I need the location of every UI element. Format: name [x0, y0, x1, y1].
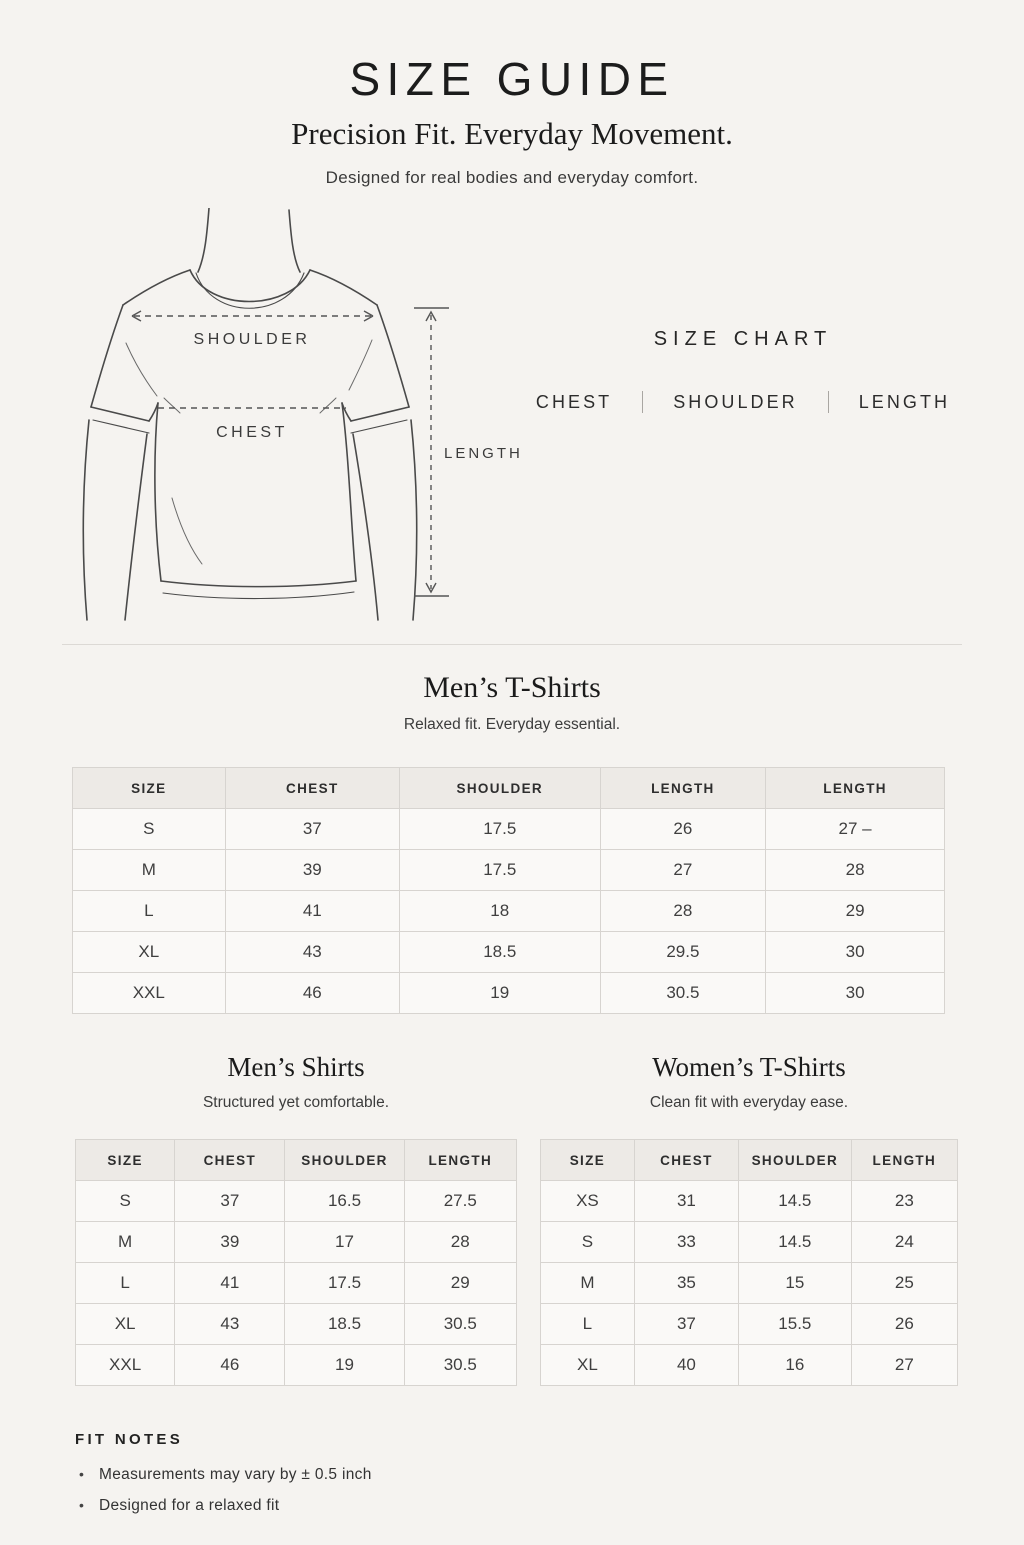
tshirt-illustration: [0, 208, 532, 628]
measurement-cell: 37: [634, 1304, 738, 1345]
table-row: [73, 809, 945, 850]
table-header-row: [73, 768, 945, 809]
size-cell: S: [73, 809, 226, 850]
fit-notes-section: [75, 1431, 964, 1545]
measurement-cell: 28: [766, 850, 945, 891]
column-header: SHOULDER: [399, 768, 600, 809]
fit-notes-list: [75, 1466, 964, 1515]
measurement-cell: 19: [285, 1345, 404, 1386]
measurement-cell: 27: [600, 850, 766, 891]
page-header: [0, 53, 1024, 188]
measurement-cell: 15.5: [739, 1304, 852, 1345]
page-subtitle: Precision Fit. Everyday Movement.: [291, 116, 733, 151]
mens-tshirts-header: [0, 671, 1024, 734]
measurement-cell: 30.5: [404, 1345, 516, 1386]
table-row: [76, 1263, 517, 1304]
table-row: [541, 1222, 958, 1263]
measurement-cell: 37: [225, 809, 399, 850]
mens-shirts-subheading: Structured yet comfortable.: [202, 1094, 390, 1112]
mens-tshirts-subheading: Relaxed fit. Everyday essential.: [403, 716, 621, 734]
womens-tshirts-column: [540, 1052, 958, 1386]
tshirt-line-drawing: [60, 208, 530, 623]
womens-tshirts-table: [540, 1139, 958, 1386]
page-title: SIZE GUIDE: [349, 53, 675, 105]
mens-tshirts-table: [72, 767, 945, 1014]
column-header: SIZE: [73, 768, 226, 809]
size-cell: XL: [73, 932, 226, 973]
mens-tshirts-section: [0, 671, 1024, 1014]
bottom-tables-section: [75, 1052, 958, 1386]
fit-note-item: • Measurements may vary by ± 0.5 inch: [75, 1466, 964, 1484]
womens-tshirts-heading: Women’s T-Shirts: [652, 1052, 846, 1083]
table-row: [541, 1263, 958, 1304]
size-cell: S: [541, 1222, 635, 1263]
measurement-cell: 17.5: [399, 850, 600, 891]
measurement-cell: 18: [399, 891, 600, 932]
size-cell: XXL: [76, 1345, 175, 1386]
fabric-fold-lines: [126, 340, 372, 564]
column-header: LENGTH: [600, 768, 766, 809]
table-row: [76, 1345, 517, 1386]
column-header: SHOULDER: [285, 1140, 404, 1181]
column-header: SIZE: [76, 1140, 175, 1181]
measurement-cell: 39: [175, 1222, 285, 1263]
measurement-cell: 30.5: [404, 1304, 516, 1345]
measurement-cell: 30: [766, 973, 945, 1014]
chest-label: CHEST: [216, 424, 288, 442]
section-divider: [62, 644, 962, 645]
measurement-cell: 33: [634, 1222, 738, 1263]
column-header: LENGTH: [766, 768, 945, 809]
table-row: [73, 932, 945, 973]
measurement-cell: 27.5: [404, 1181, 516, 1222]
mens-shirts-heading: Men’s Shirts: [227, 1052, 365, 1083]
mens-shirts-column: [75, 1052, 517, 1386]
table-row: [541, 1181, 958, 1222]
legend-divider: [828, 391, 829, 413]
legend-item-shoulder: SHOULDER: [673, 391, 798, 412]
column-header: CHEST: [225, 768, 399, 809]
measurement-cell: 15: [739, 1263, 852, 1304]
measurement-cell: 16.5: [285, 1181, 404, 1222]
size-cell: M: [541, 1263, 635, 1304]
measurement-cell: 29.5: [600, 932, 766, 973]
measurement-cell: 18.5: [399, 932, 600, 973]
measurement-cell: 26: [600, 809, 766, 850]
column-header: SIZE: [541, 1140, 635, 1181]
fit-notes-heading: FIT NOTES: [75, 1431, 184, 1449]
table-header-row: [76, 1140, 517, 1181]
measurement-cell: 17: [285, 1222, 404, 1263]
column-header: CHEST: [175, 1140, 285, 1181]
measurement-cell: 24: [851, 1222, 957, 1263]
size-cell: M: [73, 850, 226, 891]
measurement-cell: 43: [175, 1304, 285, 1345]
measurement-cell: 19: [399, 973, 600, 1014]
measurement-cell: 18.5: [285, 1304, 404, 1345]
size-chart-title: SIZE CHART: [653, 328, 833, 351]
table-row: [73, 850, 945, 891]
legend-item-chest: CHEST: [535, 391, 613, 412]
table-row: [541, 1345, 958, 1386]
measurement-cell: 25: [851, 1263, 957, 1304]
size-chart-block: [532, 208, 1024, 628]
measurement-cell: 31: [634, 1181, 738, 1222]
shirt-outline: [83, 208, 416, 620]
size-cell: L: [541, 1304, 635, 1345]
measurement-cell: 35: [634, 1263, 738, 1304]
table-row: [73, 891, 945, 932]
measurement-cell: 17.5: [285, 1263, 404, 1304]
measurement-cell: 37: [175, 1181, 285, 1222]
measurement-cell: 46: [225, 973, 399, 1014]
mens-shirts-header: [75, 1052, 517, 1112]
size-cell: XL: [541, 1345, 635, 1386]
measurement-cell: 40: [634, 1345, 738, 1386]
length-label: LENGTH: [444, 445, 523, 463]
fit-note-item: • Designed for a relaxed fit: [75, 1497, 964, 1515]
legend-divider: [642, 391, 643, 413]
measurement-cell: 23: [851, 1181, 957, 1222]
womens-tshirts-subheading: Clean fit with everyday ease.: [649, 1094, 849, 1112]
measurement-cell: 41: [225, 891, 399, 932]
measurement-cell: 43: [225, 932, 399, 973]
womens-tshirts-header: [540, 1052, 958, 1112]
measurement-cell: 39: [225, 850, 399, 891]
size-cell: L: [73, 891, 226, 932]
size-cell: XXL: [73, 973, 226, 1014]
size-cell: M: [76, 1222, 175, 1263]
size-cell: XS: [541, 1181, 635, 1222]
shoulder-arrow: [132, 311, 373, 321]
measurement-cell: 27: [851, 1345, 957, 1386]
mens-shirts-table: [75, 1139, 517, 1386]
measurement-cell: 46: [175, 1345, 285, 1386]
measurement-cell: 27 –: [766, 809, 945, 850]
measurement-cell: 30.5: [600, 973, 766, 1014]
column-header: LENGTH: [851, 1140, 957, 1181]
table-row: [76, 1304, 517, 1345]
table-row: [73, 973, 945, 1014]
measurement-cell: 14.5: [739, 1222, 852, 1263]
measurement-cell: 17.5: [399, 809, 600, 850]
column-header: LENGTH: [404, 1140, 516, 1181]
measurement-cell: 28: [600, 891, 766, 932]
legend-item-length: LENGTH: [858, 391, 951, 412]
measurement-cell: 41: [175, 1263, 285, 1304]
page-tagline: Designed for real bodies and everyday comfort.: [325, 168, 699, 188]
table-header-row: [541, 1140, 958, 1181]
shoulder-label: SHOULDER: [193, 331, 311, 349]
measurement-cell: 14.5: [739, 1181, 852, 1222]
measurement-cell: 26: [851, 1304, 957, 1345]
size-cell: S: [76, 1181, 175, 1222]
table-row: [541, 1304, 958, 1345]
measurement-cell: 30: [766, 932, 945, 973]
column-header: CHEST: [634, 1140, 738, 1181]
measurement-cell: 16: [739, 1345, 852, 1386]
measurement-cell: 29: [766, 891, 945, 932]
size-chart-legend: [532, 391, 954, 413]
table-row: [76, 1181, 517, 1222]
column-header: SHOULDER: [739, 1140, 852, 1181]
table-row: [76, 1222, 517, 1263]
size-cell: XL: [76, 1304, 175, 1345]
size-cell: L: [76, 1263, 175, 1304]
measurement-hero: [0, 208, 1024, 628]
measurement-cell: 29: [404, 1263, 516, 1304]
mens-tshirts-heading: Men’s T-Shirts: [423, 671, 601, 705]
measurement-cell: 28: [404, 1222, 516, 1263]
